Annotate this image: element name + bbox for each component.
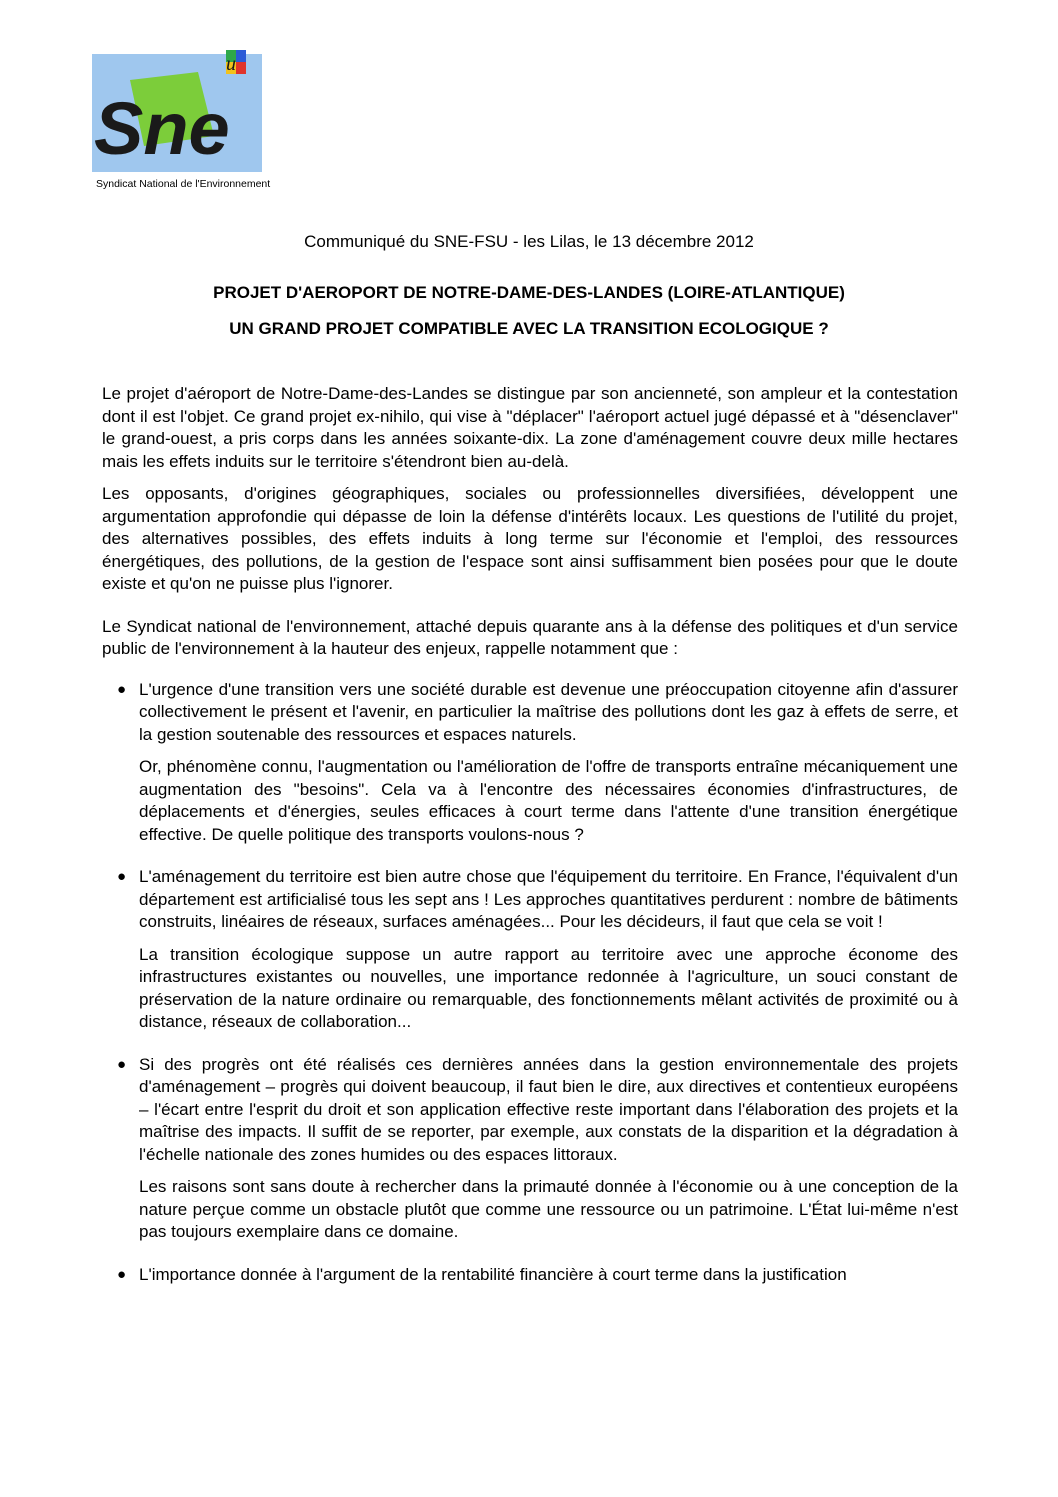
document-body — [102, 383, 958, 1306]
list-item — [102, 679, 958, 847]
logo-wordmark: Sne — [94, 87, 230, 170]
list-item-paragraph: L'aménagement du territoire est bien autre chose que l'équipement du territoire. En France, l'équivalent d'un département est artificialisé tous les sept ans ! Les approches quantitatives perdurent : nombre de bâtiments construits, linéaires de réseaux, surfaces aménagées... Pour les décideurs, il faut que cela se voit ! — [139, 867, 958, 931]
bullet-list — [102, 679, 958, 1287]
title-line-1: PROJET D'AEROPORT DE NOTRE-DAME-DES-LANDES (LOIRE-ATLANTIQUE) — [213, 283, 845, 302]
list-item — [102, 1054, 958, 1244]
list-item-paragraph: La transition écologique suppose un autre rapport au territoire avec une approche économe des infrastructures existantes ou nouvelles, une importance redonnée à l'agriculture, un souci constant de préservation de la nature ordinaire ou remarquable, des fonctionnements mêlant activités de proximité ou à distance, réseaux de collaboration... — [139, 944, 958, 1031]
logo-caption: Syndicat National de l'Environnement — [96, 178, 271, 190]
logo-red-square — [236, 62, 246, 74]
list-item-paragraph: Les raisons sont sans doute à rechercher dans la primauté donnée à l'économie ou à une conception de la nature perçue comme un obstacle plutôt que comme une ressource ou un patrimoine. L'État lui-même n'est pas toujours exemplaire dans ce domaine. — [139, 1177, 958, 1241]
sne-logo-graphic — [92, 50, 272, 192]
logo-blue-square — [236, 50, 246, 62]
bullet-icon: ● — [117, 1265, 127, 1283]
list-item-paragraph: L'importance donnée à l'argument de la rentabilité financière à court terme dans la justification — [139, 1264, 847, 1284]
title-line-2: UN GRAND PROJET COMPATIBLE AVEC LA TRANSITION ECOLOGIQUE ? — [229, 319, 829, 338]
bullet-icon: ● — [117, 1055, 127, 1073]
bullet-icon: ● — [117, 680, 127, 698]
dateline: Communiqué du SNE-FSU - les Lilas, le 13 décembre 2012 — [304, 232, 754, 251]
list-item-paragraph: L'urgence d'une transition vers une société durable est devenue une préoccupation citoyenne afin d'assurer collectivement le présent et l'avenir, en particulier la maîtrise des pollutions dont les gaz à effets de serre, et la gestion soutenable des ressources et espaces naturels. — [139, 679, 958, 744]
logo-u-letter: u — [226, 53, 236, 75]
paragraph-1: Le projet d'aéroport de Notre-Dame-des-Landes se distingue par son ancienneté, son ampleur et la contestation dont il est l'objet. Ce grand projet ex-nihilo, qui vise à "déplacer" l'aéroport actuel jugé dépassé et à "désenclaver" le grand-ouest, a pris corps dans les années soixante-dix. La zone d'aménagement couvre deux mille hectares mais les effets induits sur le territoire s'étendront bien au-delà. — [102, 384, 958, 471]
paragraph-3: Le Syndicat national de l'environnement, attaché depuis quarante ans à la défense des politiques et d'un service public de l'environnement à la hauteur des enjeux, rappelle notamment que : — [102, 616, 958, 658]
list-item-paragraph: Si des progrès ont été réalisés ces dernières années dans la gestion environnementale des projets d'aménagement – progrès qui doivent beaucoup, il faut bien le dire, aux directives et contentieux européens – l'écart entre l'esprit du droit et son application effective reste important dans l'élaboration des projets et la maîtrise des impacts. Il suffit de se reporter, par exemple, aux constats de la disparition et la dégradation à l'échelle nationale des zones humides ou des espaces littoraux. — [139, 1054, 958, 1164]
list-item — [102, 866, 958, 1034]
list-item — [102, 1264, 958, 1287]
list-item-paragraph: Or, phénomène connu, l'augmentation ou l'amélioration de l'offre de transports entraîne mécaniquement une augmentation des "besoins". Cela va à l'encontre des nécessaires économies d'infrastructures, de déplacements et d'énergies, seules efficaces à court terme dans l'attente d'une transition énergétique effective. De quelle politique des transports voulons-nous ? — [139, 757, 958, 844]
bullet-icon: ● — [117, 868, 127, 885]
paragraph-2: Les opposants, d'origines géographiques, sociales ou professionnelles diversifiées, développent une argumentation approfondie qui dépasse de loin la défense d'intérêts locaux. Les questions de l'utilité du projet, des alternatives possibles, des effets induits à long terme sur l'économie et l'emploi, des ressources énergétiques, des pollutions, de la gestion de l'espace sont ainsi suffisamment bien posées pour que le doute existe et qu'on ne puisse plus l'ignorer. — [102, 484, 958, 593]
sne-logo — [92, 50, 272, 192]
